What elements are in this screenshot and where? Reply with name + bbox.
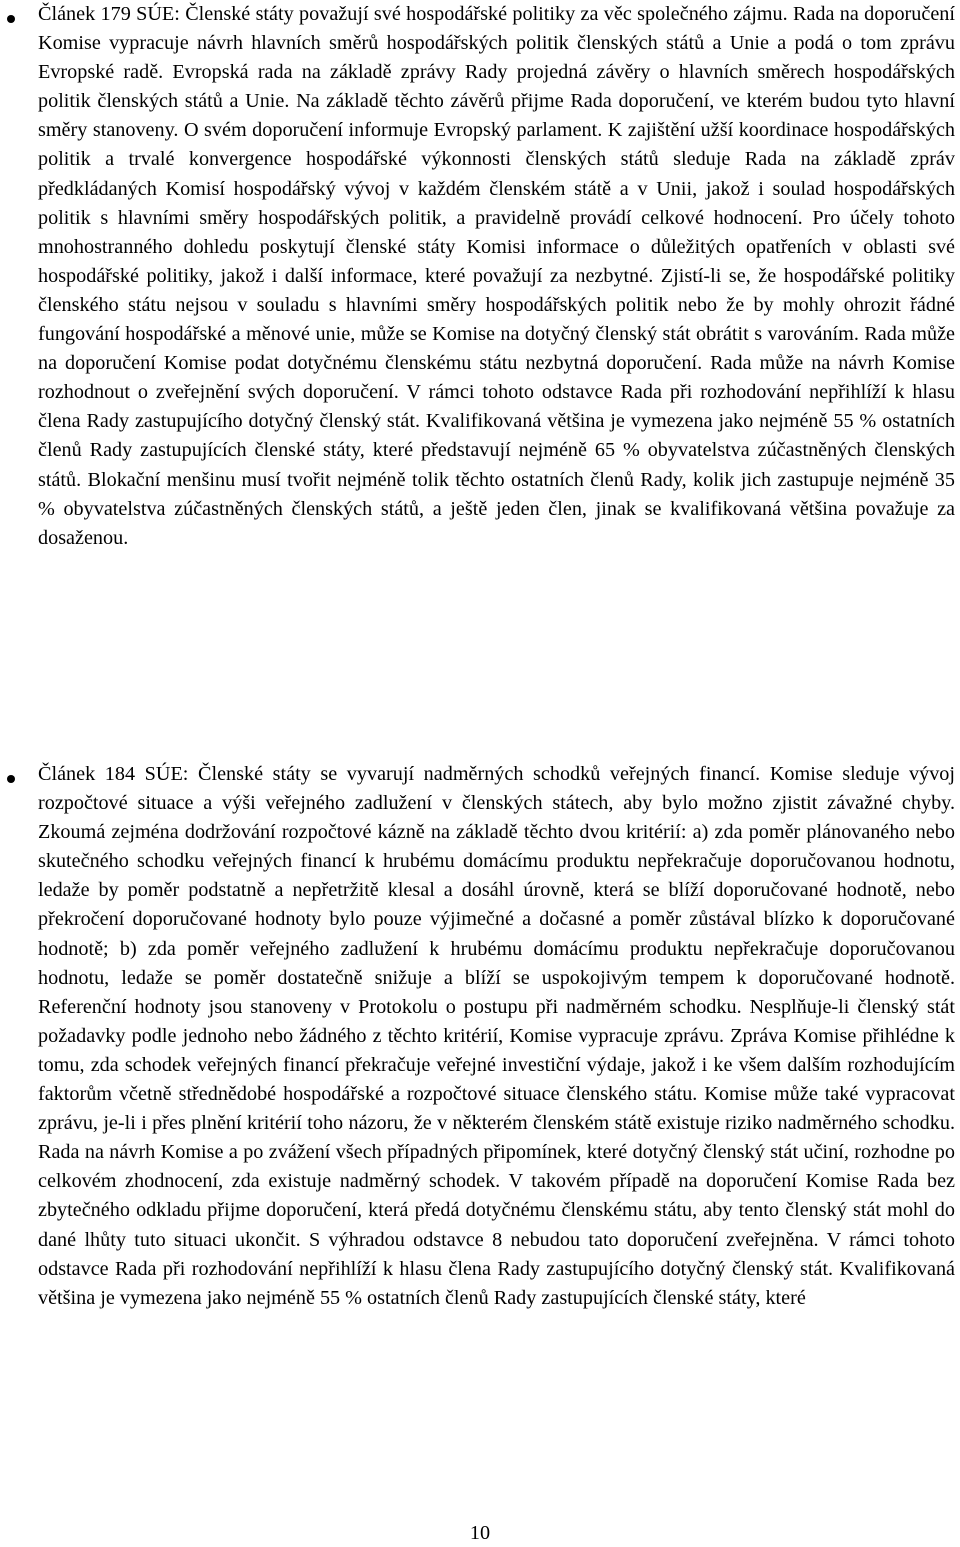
list-item-article-184 (38, 760, 955, 1313)
article-179-text: Článek 179 SÚE: Členské státy považují své hospodářské politiky za věc společného zájmu. Rada na doporučení Komise vypracuje návrh hlavních směrů hospodářských politik členských států a Unie a podá o tom zprávu Evropské radě. Evropská rada na základě zprávy Rady projedná závěry o hlavních směrech hospodářských politik členských států a Unie. Na základě těchto závěrů přijme Rada doporučení, ve kterém budou tyto hlavní směry stanoveny. O svém doporučení informuje Evropský parlament. K zajištění užší koordinace hospodářských politik a trvalé konvergence hospodářské výkonnosti členských států sleduje Rada na základě zpráv předkládaných Komisí hospodářský vývoj v každém členském státě a v Unii, jakož i soulad hospodářských politik s hlavními směry hospodářských politik, a pravidelně provádí celkové hodnocení. Pro účely tohoto mnohostranného dohledu poskytují členské státy Komisi informace o důležitých opatřeních v oblasti své hospodářské politiky, jakož i další informace, které považují za nezbytné. Zjistí-li se, že hospodářské politiky členského státu nejsou v souladu s hlavními směry hospodářských politik nebo že by mohly ohrozit řádné fungování hospodářské a měnové unie, může se Komise na dotyčný členský stát obrátit s varováním. Rada může na doporučení Komise podat dotyčnému členskému státu nezbytná doporučení. Rada může na návrh Komise rozhodnout o zveřejnění svých doporučení. V rámci tohoto odstavce Rada při rozhodování nepřihlíží k hlasu člena Rady zastupujícího dotyčný členský stát. Kvalifikovaná většina je vymezena jako nejméně 55 % ostatních členů Rady zastupujících členské státy, které představují nejméně 65 % obyvatelstva zúčastněných členských států. Blokační menšinu musí tvořit nejméně tolik těchto ostatních členů Rady, kolik jich zastupuje nejméně 35 % obyvatelstva zúčastněných členských států, a ještě jeden člen, jinak se kvalifikovaná většina považuje za dosaženou. (38, 3, 955, 549)
article-184-text: Článek 184 SÚE: Členské státy se vyvarují nadměrných schodků veřejných financí. Komise sleduje vývoj rozpočtové situace a výši veřejného zadlužení v členských státech, aby bylo možno zjistit závažné chyby. Zkoumá zejména dodržování rozpočtové kázně na základě těchto dvou kritérií: a) zda poměr plánovaného nebo skutečného schodku veřejných financí k hrubému domácímu produktu nepřekračuje doporučovanou hodnotu, ledaže by poměr podstatně a nepřetržitě klesal a dosáhl úrovně, která se blíží doporučované hodnotě, nebo překročení doporučované hodnoty bylo pouze výjimečné a dočasné a poměr zůstával blízko k doporučované hodnotě; b) zda poměr veřejného zadlužení k hrubému domácímu produktu nepřekračuje doporučovanou hodnotu, ledaže se poměr dostatečně snižuje a blíží se uspokojivým tempem k doporučované hodnotě. Referenční hodnoty jsou stanoveny v Protokolu o postupu při nadměrném schodku. Nesplňuje-li členský stát požadavky podle jednoho nebo žádného z těchto kritérií, Komise vypracuje zprávu. Zpráva Komise přihlédne k tomu, zda schodek veřejných financí překračuje veřejné investiční výdaje, jakož i ke všem dalším rozhodujícím faktorům včetně střednědobé hospodářské a rozpočtové situace členského státu. Komise může také vypracovat zprávu, je-li i přes plnění kritérií toho názoru, že v některém členském státě existuje riziko nadměrného schodku. Rada na návrh Komise a po zvážení všech případných připomínek, které dotyčný členský stát učiní, rozhodne po celkovém zhodnocení, zda existuje nadměrný schodek. V takovém případě na doporučení Komise Rada bez zbytečného odkladu přijme doporučení, která předá dotyčnému členskému státu, aby tento členský stát mohl do dané lhůty tuto situaci ukončit. S výhradou odstavce 8 nebudou tato doporučení zveřejněna. V rámci tohoto odstavce Rada při rozhodování nepřihlíží k hlasu člena Rady zastupujícího dotyčný členský stát. Kvalifikovaná většina je vymezena jako nejméně 55 % ostatních členů Rady zastupujících členské státy, které (38, 763, 955, 1309)
bullet-icon (7, 775, 15, 783)
page-number: 10 (469, 1522, 491, 1544)
list-item-article-179 (38, 0, 955, 553)
bullet-icon (7, 15, 15, 23)
